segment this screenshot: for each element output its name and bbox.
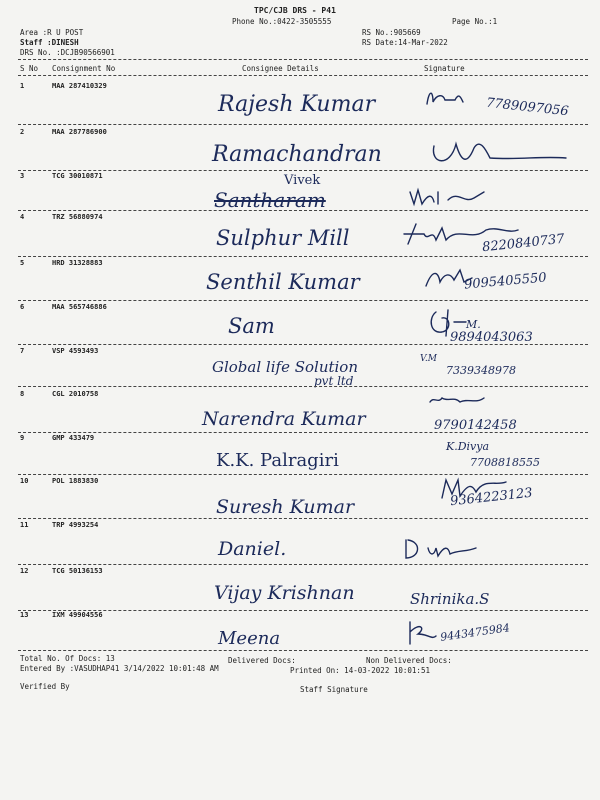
row-sno: 4 [20,213,25,221]
printed-on: Printed On: 14-03-2022 10:01:51 [290,666,430,675]
row-consignment: MAA 287786900 [52,128,107,136]
row-divider [18,518,588,519]
row-consignee-handwritten: Senthil Kumar [206,270,360,294]
row-consignee-handwritten: Vijay Krishnan [214,582,355,604]
row-consignee-handwritten: Sam [228,314,275,338]
signature-scribble [404,618,440,648]
row-sno: 5 [20,259,25,267]
row-signature-phone: 9443475984 [439,621,511,644]
row-sno: 2 [20,128,25,136]
row-consignment: MAA 565746886 [52,303,107,311]
non-delivered-docs: Non Delivered Docs: [366,656,452,665]
verified-by: Verified By [20,682,70,691]
row-divider [18,474,588,475]
column-sno: S No [20,64,39,73]
row-sno: 9 [20,434,25,442]
footer-divider [18,650,588,651]
row-consignee-handwritten: Sulphur Mill [216,226,350,250]
row-divider [18,432,588,433]
total-docs: Total No. Of Docs: 13 [20,654,115,663]
row-consignment: TCG 50136153 [52,567,103,575]
row-signature-phone: 7708818555 [470,456,540,469]
signature-name: K.Divya [446,440,490,453]
row-divider [18,300,588,301]
row-signature-phone: 8220840737 [481,231,566,256]
row-consignee-handwritten: K.K. Palragiri [216,450,339,471]
signature-name: Shrinika.S [410,590,490,608]
signature-name: M. [466,318,481,331]
row-consignee-handwritten: Rajesh Kumar [218,92,376,117]
rs-date: RS Date:14-Mar-2022 [362,38,448,47]
signature-name: V.M [420,354,438,364]
staff-label: Staff :DINESH [20,38,79,47]
row-consignment: VSP 4593493 [52,347,99,355]
row-consignment: TRZ 56880974 [52,213,103,221]
column-signature: Signature [424,64,465,73]
row-sno: 3 [20,172,25,180]
row-sno: 1 [20,82,25,90]
signature-scribble [428,394,488,406]
rs-number: RS No.:905669 [362,28,421,37]
row-signature-phone: 9364223123 [449,485,534,510]
drs-number: DRS No. :DCJB90566901 [20,48,115,57]
area-label: Area :R U POST [20,28,84,37]
row-consignment: MAA 287410329 [52,82,107,90]
column-consignee: Consignee Details [242,64,319,73]
row-divider [18,256,588,257]
row-divider [18,386,588,387]
row-consignment: TCG 30010871 [52,172,103,180]
row-signature-phone: 9894043063 [450,330,533,345]
row-consignment: IXM 49904556 [52,611,103,619]
row-consignee-struck: Santharam [214,188,326,212]
delivered-docs: Delivered Docs: [228,656,296,665]
row-divider [18,610,588,611]
row-signature-phone: 9790142458 [434,418,517,433]
row-divider [18,210,588,211]
row-divider [18,124,588,125]
column-header-divider [18,75,588,76]
row-divider [18,344,588,345]
signature-scribble [400,536,480,562]
column-consignment: Consignment No [52,64,116,73]
row-divider [18,564,588,565]
row-signature-phone: 7339348978 [446,364,516,377]
row-consignee-handwritten: Global life Solution [212,358,358,376]
row-consignment: GMP 433479 [52,434,95,442]
staff-signature: Staff Signature [300,685,368,694]
row-consignee-handwritten: Meena [218,628,281,649]
row-consignee-handwritten: Vivek [284,173,321,188]
row-consignee-handwritten: Suresh Kumar [216,496,355,518]
row-sno: 12 [20,567,29,575]
entered-by: Entered By :VASUDHAP41 3/14/2022 10:01:48 AM [20,664,219,673]
row-signature-phone: 7789097056 [485,95,570,120]
row-divider [18,170,588,171]
row-sno: 13 [20,611,29,619]
signature-scribble [430,138,570,172]
row-sno: 10 [20,477,29,485]
row-sno: 7 [20,347,25,355]
row-consignee-line2: pvt ltd [314,374,354,388]
row-consignment: TRP 4993254 [52,521,99,529]
document-title: TPC/CJB DRS - P41 [254,6,336,15]
row-sno: 8 [20,390,25,398]
row-consignment: HRD 31328883 [52,259,103,267]
page-number: Page No.:1 [452,17,498,26]
row-consignment: POL 1883830 [52,477,99,485]
row-consignee-handwritten: Daniel. [218,538,287,560]
row-sno: 11 [20,521,29,529]
signature-scribble [425,88,465,110]
row-signature-phone: 9095405550 [463,270,548,293]
signature-scribble [408,186,488,210]
row-sno: 6 [20,303,25,311]
row-consignment: CGL 2010758 [52,390,99,398]
row-consignee-handwritten: Ramachandran [212,142,382,167]
phone-number: Phone No.:0422-3505555 [232,17,332,26]
header-divider [18,59,588,60]
row-consignee-handwritten: Narendra Kumar [202,408,366,430]
